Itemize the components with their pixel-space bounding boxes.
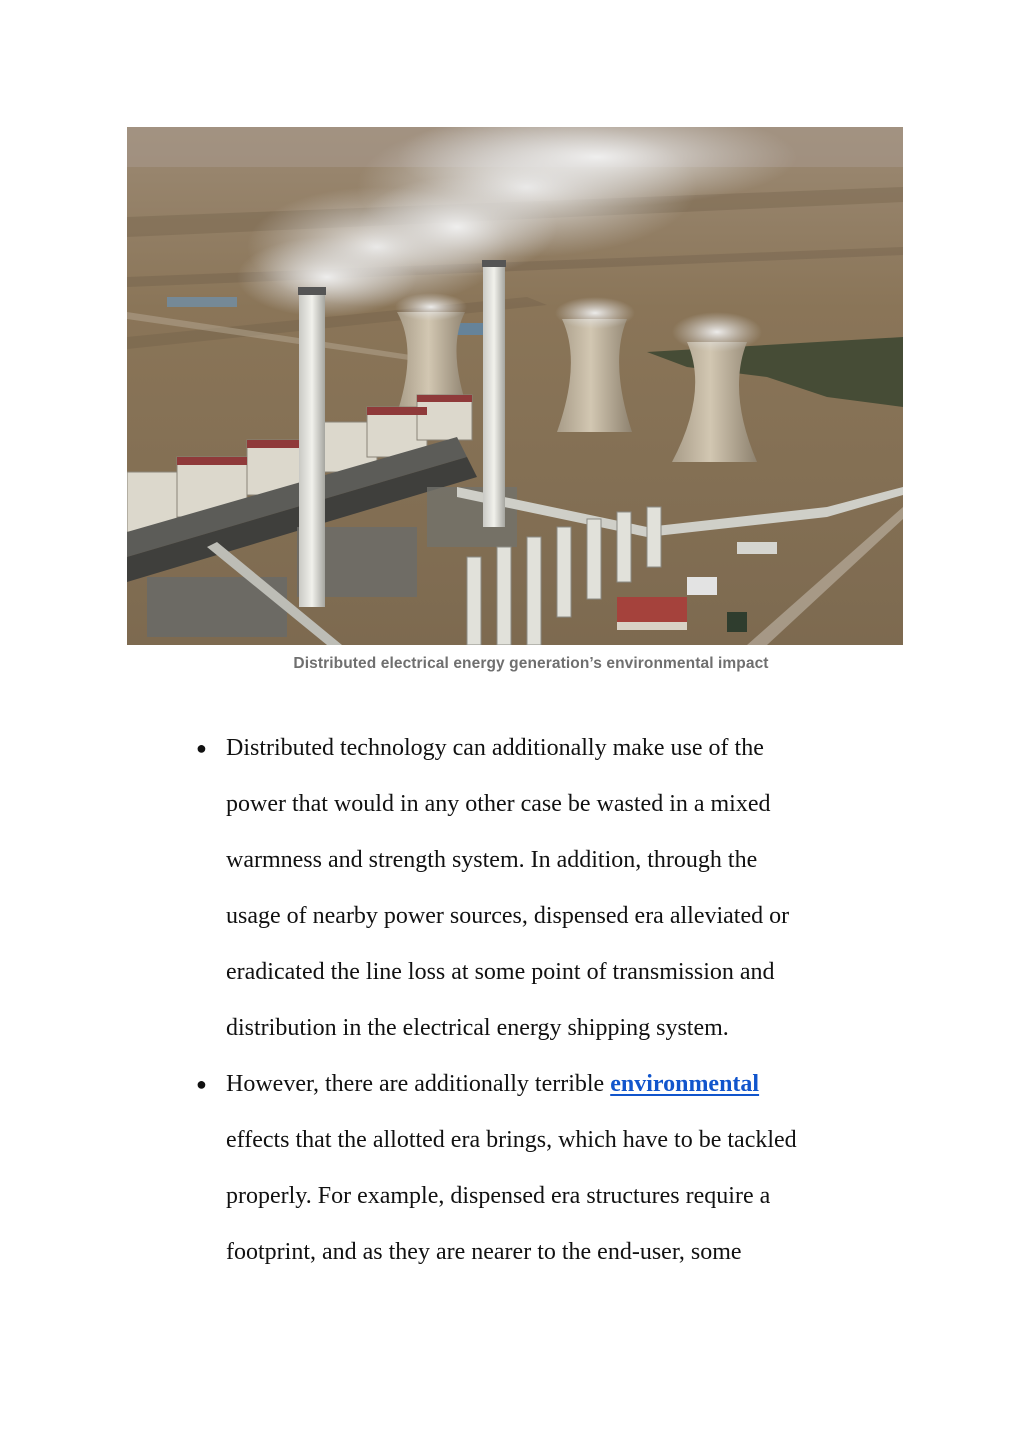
- bullet-text-line: power that would in any other case be wasted in a mixed: [226, 791, 771, 817]
- bullet-text-line: distribution in the electrical energy shipping system.: [226, 1015, 729, 1041]
- figure-caption: Distributed electrical energy generation’s environmental impact: [293, 655, 769, 672]
- bullet-marker: ●: [196, 738, 207, 758]
- bullet-item-1: [196, 720, 916, 1056]
- bullet-text-line: effects that the allotted era brings, which have to be tackled: [226, 1127, 797, 1153]
- bullet-text-line: warmness and strength system. In addition, through the: [226, 847, 758, 873]
- power-plant-photo: [127, 127, 903, 645]
- bullet-text-line: footprint, and as they are nearer to the end-user, some: [226, 1239, 742, 1265]
- environmental-link[interactable]: environmental: [610, 1071, 760, 1097]
- bullet-text-lead: However, there are additionally terrible: [226, 1071, 611, 1097]
- bullet-marker: ●: [196, 1074, 207, 1094]
- bullet-list: [196, 720, 916, 1280]
- bullet-item-2: [196, 1056, 916, 1280]
- bullet-text-line: Distributed technology can additionally make use of the: [226, 735, 764, 761]
- bullet-text-line: [226, 1056, 916, 1112]
- bullet-text-line: usage of nearby power sources, dispensed era alleviated or: [226, 903, 790, 929]
- bullet-text-line: properly. For example, dispensed era structures require a: [226, 1183, 771, 1209]
- bullet-text-line: eradicated the line loss at some point of transmission and: [226, 959, 775, 985]
